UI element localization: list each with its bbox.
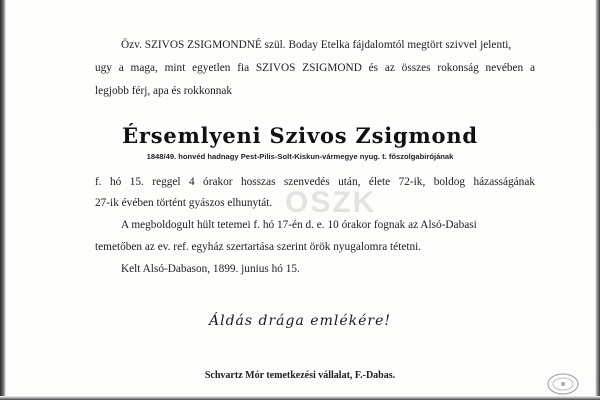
undertaker-line: Schvartz Mór temetkezési vállalat, F.-Dabas. [204, 370, 396, 381]
deceased-name: Érsemlyeni Szivos Zsigmond [122, 123, 478, 148]
death-line-1: f. hó 15. reggel 4 órakor hosszas szenvedés után, élete 72-ik, boldog házasságának [95, 176, 535, 188]
scan-edge-left [0, 0, 6, 400]
deceased-title: 1848/49. honvéd hadnagy Pest-Pilis-Solt-Kiskun-vármegye nyug. t. főszolgabirójának [146, 152, 454, 161]
scan-edge-bottom [0, 396, 600, 400]
library-stamp-icon [546, 372, 580, 396]
blessing-line: Áldás drága emlékére! [209, 313, 391, 329]
death-line-2: 27-ik évében történt gyászos elhunytát. [95, 197, 273, 209]
intro-line-2: ugy a maga, mint egyetlen fia SZIVOS ZSIGMOND és az összes rokonság nevében a [95, 62, 535, 74]
library-watermark: OSZK [285, 186, 377, 219]
scan-edge-right [595, 0, 600, 400]
intro-line-1: Özv. SZIVOS ZSIGMONDNÉ szül. Boday Etelka fájdalomtól megtört szivvel jelenti, [121, 39, 512, 51]
burial-line-1: A megboldogult hült tetemei f. hó 17-én d. e. 10 órakor fognak az Alsó-Dabasi [121, 219, 477, 231]
burial-line-2: temetőben az ev. ref. egyház szertartása szerint örök nyugalomra tétetni. [95, 241, 422, 253]
dateline: Kelt Alsó-Dabason, 1899. junius hó 15. [121, 263, 300, 275]
intro-line-3: legjobb férj, apa és rokkonnak [95, 85, 233, 97]
